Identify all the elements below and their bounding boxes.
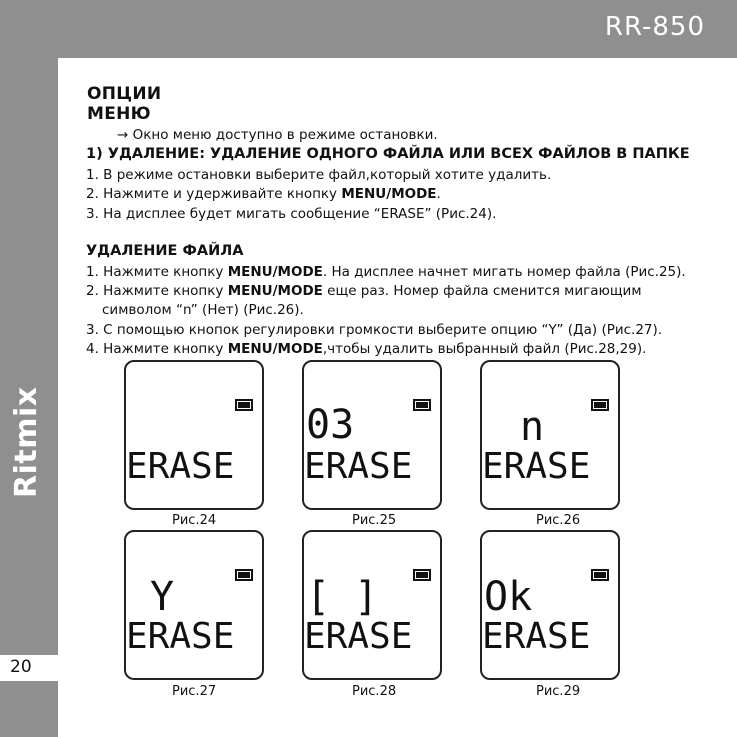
lcd-top-text: 03 (306, 402, 355, 448)
item-text: еще раз. Номер файла сменится мигающим (322, 283, 642, 299)
menu-mode-label: MENU/MODE (341, 186, 437, 202)
lcd-figure-25 (302, 360, 442, 510)
lcd-display (302, 360, 442, 510)
section2-item-2-cont: символом “n” (Нет) (Рис.26). (102, 302, 304, 318)
lcd-bottom-text: ERASE (482, 446, 591, 487)
battery-fill (238, 572, 250, 578)
caption-29: Рис.29 (536, 684, 581, 699)
lcd-bottom-text: ERASE (126, 446, 235, 487)
lcd-display (124, 530, 264, 680)
lcd-bottom-text: ERASE (126, 616, 235, 657)
battery-fill (594, 402, 606, 408)
lcd-display (480, 360, 620, 510)
menu-mode-label: MENU/MODE (227, 341, 323, 357)
lcd-display (302, 530, 442, 680)
lcd-display (124, 360, 264, 510)
section1-item-1: 1. В режиме остановки выберите файл,который хотите удалить. (86, 167, 552, 183)
battery-fill (416, 402, 428, 408)
lcd-bottom-text: ERASE (304, 446, 413, 487)
section2-item-2 (86, 283, 642, 299)
sidebar (0, 58, 58, 737)
note-text: → Окно меню доступно в режиме остановки. (117, 127, 438, 143)
battery-fill (238, 402, 250, 408)
lcd-figure-27 (124, 530, 264, 680)
page-title: ОПЦИИ МЕНЮ (87, 84, 162, 124)
lcd-figure-24 (124, 360, 264, 510)
section1-heading: 1) УДАЛЕНИЕ: УДАЛЕНИЕ ОДНОГО ФАЙЛА ИЛИ ВСЕХ ФАЙЛОВ В ПАПКЕ (86, 146, 690, 162)
item-text: 4. Нажмите кнопку (86, 341, 228, 357)
caption-28: Рис.28 (352, 684, 397, 699)
item-text: 2. Нажмите и удерживайте кнопку (86, 186, 342, 202)
section2-item-1 (86, 264, 686, 280)
lcd-bottom-text: ERASE (304, 616, 413, 657)
section1-item-2 (86, 186, 441, 202)
item-text: . На дисплее начнет мигать номер файла (Рис.25). (322, 264, 686, 280)
lcd-top-text: Y (150, 574, 175, 620)
section1-item-3: 3. На дисплее будет мигать сообщение “ERASE” (Рис.24). (86, 206, 497, 222)
section2-item-4 (86, 341, 646, 357)
brand-logo: Ritmix (9, 386, 44, 498)
caption-24: Рис.24 (172, 513, 217, 528)
lcd-display (480, 530, 620, 680)
item-text: 2. Нажмите кнопку (86, 283, 228, 299)
page-number-box (0, 655, 58, 681)
menu-mode-label: MENU/MODE (227, 283, 323, 299)
page-number: 20 (10, 657, 32, 677)
lcd-top-text: Ok (484, 574, 533, 620)
caption-27: Рис.27 (172, 684, 217, 699)
section2-heading: УДАЛЕНИЕ ФАЙЛА (86, 243, 244, 259)
lcd-top-text: n (520, 404, 545, 450)
lcd-figure-26 (480, 360, 620, 510)
caption-26: Рис.26 (536, 513, 581, 528)
section2-item-3: 3. С помощью кнопок регулировки громкости выберите опцию “Y” (Да) (Рис.27). (86, 322, 663, 338)
menu-mode-label: MENU/MODE (227, 264, 323, 280)
battery-fill (594, 572, 606, 578)
item-text: . (436, 186, 441, 202)
item-text: 1. Нажмите кнопку (86, 264, 228, 280)
lcd-bottom-text: ERASE (482, 616, 591, 657)
item-text: ,чтобы удалить выбранный файл (Рис.28,29). (322, 341, 647, 357)
lcd-figure-29 (480, 530, 620, 680)
lcd-figure-28 (302, 530, 442, 680)
battery-fill (416, 572, 428, 578)
caption-25: Рис.25 (352, 513, 397, 528)
model-name: RR-850 (604, 12, 705, 42)
header-bar (0, 0, 737, 58)
lcd-top-text: [ ] (306, 574, 379, 620)
